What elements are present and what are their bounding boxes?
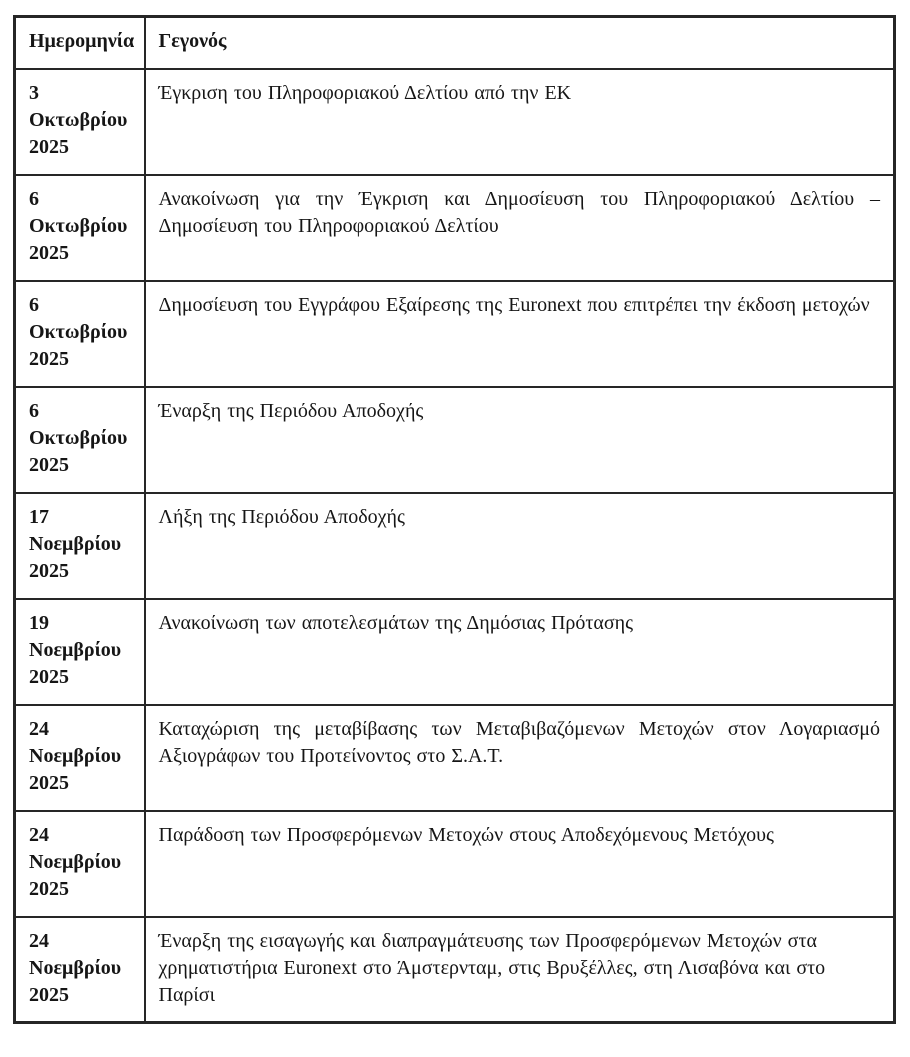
- event-cell: Έναρξη της Περιόδου Αποδοχής: [145, 387, 895, 493]
- table-row: [15, 493, 895, 599]
- date-column-header: Ημερομηνία: [15, 17, 145, 69]
- event-cell: Καταχώριση της μεταβίβασης των Μεταβιβαζόμενων Μετοχών στον Λογαριασμό Αξιογράφων του Προτείνοντος στο Σ.Α.Τ.: [145, 705, 895, 811]
- offer-timetable-table: [13, 15, 896, 1024]
- table-row: [15, 387, 895, 493]
- document-page: [13, 15, 896, 1024]
- date-cell: 24 Νοεμβρίου 2025: [15, 705, 145, 811]
- date-cell: 6 Οκτωβρίου 2025: [15, 387, 145, 493]
- event-cell: Λήξη της Περιόδου Αποδοχής: [145, 493, 895, 599]
- event-cell: Έγκριση του Πληροφοριακού Δελτίου από την ΕΚ: [145, 69, 895, 175]
- event-column-header: Γεγονός: [145, 17, 895, 69]
- event-cell: Ανακοίνωση για την Έγκριση και Δημοσίευση του Πληροφοριακού Δελτίου – Δημοσίευση του Πληροφοριακού Δελτίου: [145, 175, 895, 281]
- event-cell: Παράδοση των Προσφερόμενων Μετοχών στους Αποδεχόμενους Μετόχους: [145, 811, 895, 917]
- date-cell: 6 Οκτωβρίου 2025: [15, 175, 145, 281]
- table-row: [15, 175, 895, 281]
- event-cell: Δημοσίευση του Εγγράφου Εξαίρεσης της Euronext που επιτρέπει την έκδοση μετοχών: [145, 281, 895, 387]
- table-row: [15, 599, 895, 705]
- date-cell: 3 Οκτωβρίου 2025: [15, 69, 145, 175]
- table-row: [15, 917, 895, 1023]
- event-cell: Έναρξη της εισαγωγής και διαπραγμάτευσης των Προσφερόμενων Μετοχών στα χρηματιστήρια Euronext στο Άμστερνταμ, στις Βρυξέλλες, στη Λισαβόνα και στο Παρίσι: [145, 917, 895, 1023]
- date-cell: 17 Νοεμβρίου 2025: [15, 493, 145, 599]
- event-cell: Ανακοίνωση των αποτελεσμάτων της Δημόσιας Πρότασης: [145, 599, 895, 705]
- table-row: [15, 281, 895, 387]
- header-row: [15, 17, 895, 69]
- date-cell: 6 Οκτωβρίου 2025: [15, 281, 145, 387]
- table-row: [15, 69, 895, 175]
- table-row: [15, 811, 895, 917]
- date-cell: 19 Νοεμβρίου 2025: [15, 599, 145, 705]
- date-cell: 24 Νοεμβρίου 2025: [15, 811, 145, 917]
- date-cell: 24 Νοεμβρίου 2025: [15, 917, 145, 1023]
- table-row: [15, 705, 895, 811]
